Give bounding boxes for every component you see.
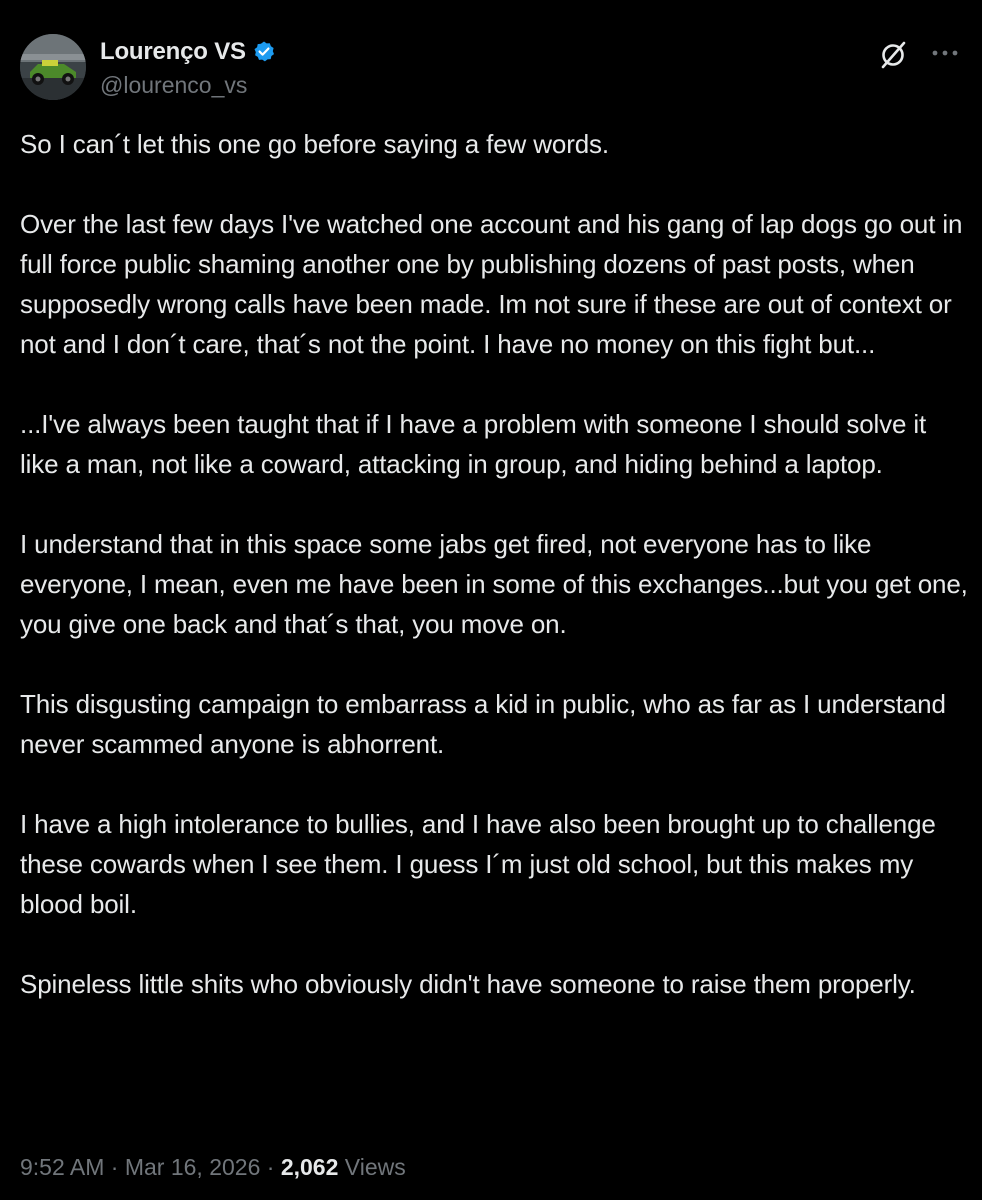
handle[interactable]: @lourenco_vs bbox=[100, 72, 248, 98]
views-label: Views bbox=[344, 1154, 406, 1180]
car-avatar-icon bbox=[20, 34, 86, 100]
meta-separator: · bbox=[260, 1154, 281, 1180]
post-paragraph: Spineless little shits who obviously didn't have someone to raise them properly. bbox=[20, 969, 916, 999]
post-paragraph: Over the last few days I've watched one account and his gang of lap dogs go out in full force public shaming another one by publishing dozens of past posts, when supposedly wrong calls have been made. Im not sure if these are out of context or not and I don´t care, that´s not the point. I have no money on this fight but... bbox=[20, 209, 963, 359]
more-options-icon[interactable] bbox=[928, 38, 962, 68]
post-time[interactable]: 9:52 AM bbox=[20, 1154, 105, 1180]
display-name[interactable]: Lourenço VS bbox=[100, 38, 246, 65]
post-paragraph: So I can´t let this one go before saying a few words. bbox=[20, 129, 609, 159]
views-count[interactable]: 2,062 bbox=[280, 1154, 339, 1180]
post-date[interactable]: Mar 16, 2026 bbox=[124, 1154, 261, 1180]
post-paragraph: I understand that in this space some jabs get fired, not everyone has to like everyone, I mean, even me have been in some of this exchanges...but you get one, you give one back and that´s that, you move on. bbox=[20, 529, 968, 639]
verified-badge-icon[interactable] bbox=[252, 40, 276, 64]
display-name-row bbox=[100, 36, 276, 68]
meta-separator: · bbox=[104, 1154, 125, 1180]
post-paragraph: This disgusting campaign to embarrass a kid in public, who as far as I understand never scammed anyone is abhorrent. bbox=[20, 689, 946, 759]
author-names bbox=[100, 36, 276, 99]
post-meta bbox=[20, 1154, 406, 1181]
post-text bbox=[20, 124, 970, 1004]
tweet-header bbox=[20, 32, 962, 102]
avatar[interactable] bbox=[20, 34, 86, 100]
post-paragraph: I have a high intolerance to bullies, and I have also been brought up to challenge these cowards when I see them. I guess I´m just old school, but this makes my blood boil. bbox=[20, 809, 936, 919]
post-paragraph: ...I've always been taught that if I have a problem with someone I should solve it like a man, not like a coward, attacking in group, and hiding behind a laptop. bbox=[20, 409, 927, 479]
grok-icon[interactable] bbox=[878, 40, 908, 70]
